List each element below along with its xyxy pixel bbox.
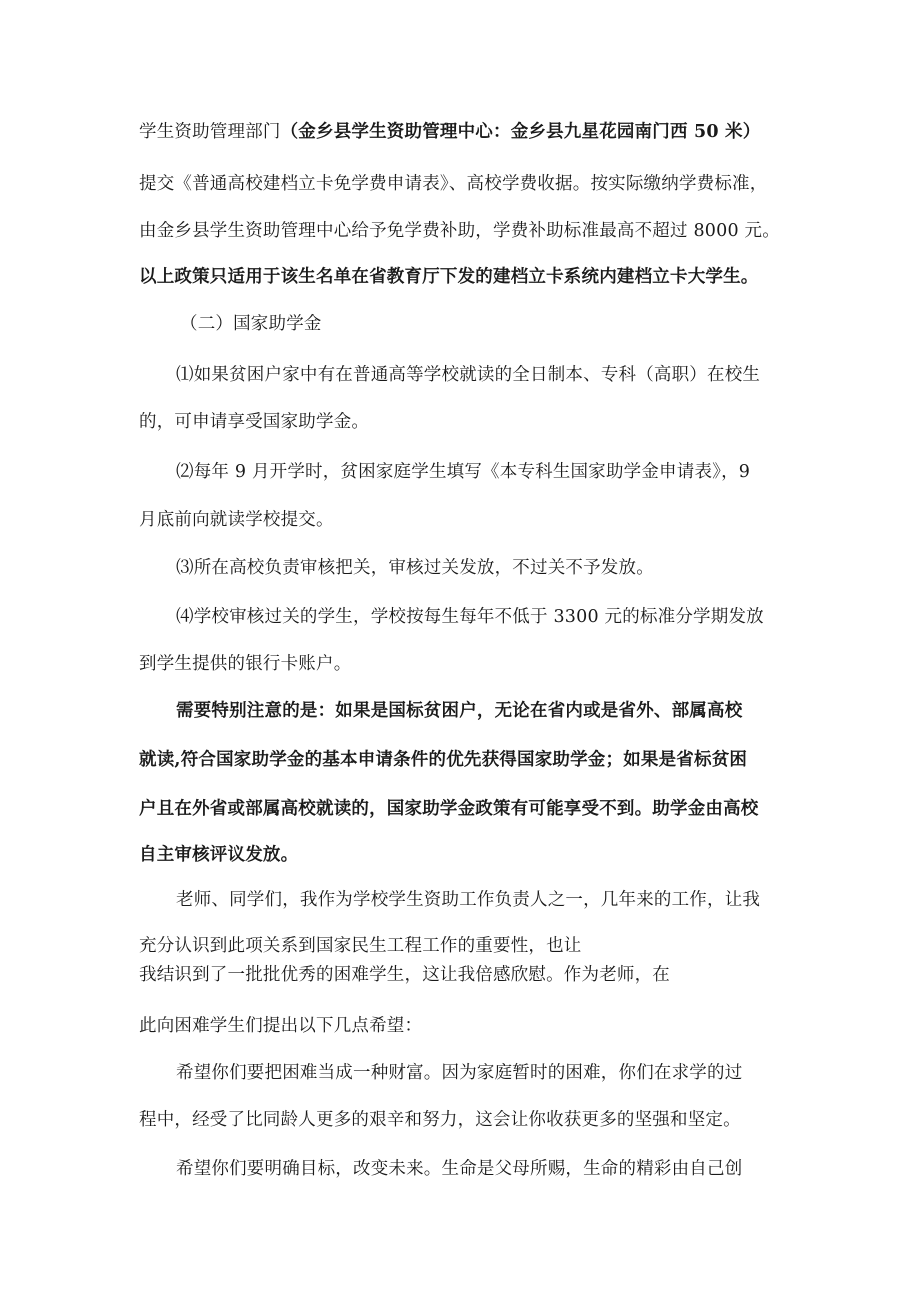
- paragraph-line: ⑷学校审核过关的学生，学校按每生每年不低于 3300 元的标准分学期发放: [176, 607, 764, 627]
- paragraph-line: 希望你们要把困难当成一种财富。因为家庭暂时的困难，你们在求学的过: [176, 1063, 743, 1083]
- bold-paragraph-line: 自主审核评议发放。: [139, 845, 299, 865]
- bold-paragraph-line: 就读,符合国家助学金的基本申请条件的优先获得国家助学金；如果是省标贫困: [139, 750, 748, 770]
- text-segment: 学生资助管理部门: [139, 122, 281, 142]
- paragraph-line: 到学生提供的银行卡账户。: [139, 654, 352, 674]
- bold-paragraph-line: 户且在外省或部属高校就读的，国家助学金政策有可能享受不到。助学金由高校: [139, 799, 759, 819]
- bold-paragraph-line: 需要特别注意的是：如果是国标贫困户，无论在省内或是省外、部属高校: [176, 701, 743, 721]
- paragraph-line: ⑶所在高校负责审核把关，审核过关发放，不过关不予发放。: [176, 558, 654, 578]
- paragraph-line: ⑵每年 9 月开学时，贫困家庭学生填写《本专科生国家助学金申请表》，9: [176, 462, 751, 482]
- paragraph-line: 程中，经受了比同龄人更多的艰辛和努力，这会让你收获更多的坚强和坚定。: [139, 1110, 741, 1130]
- paragraph-line: 提交《普通高校建档立卡免学费申请表》、高校学费收据。按实际缴纳学费标准，: [139, 174, 768, 194]
- section-heading: （二）国家助学金: [180, 314, 322, 334]
- paragraph-line: 此向困难学生们提出以下几点希望：: [139, 1016, 423, 1036]
- paragraph-line: 月底前向就读学校提交。: [139, 510, 334, 530]
- paragraph-line: ⑴如果贫困户家中有在普通高等学校就读的全日制本、专科（高职）在校生: [176, 365, 761, 385]
- paragraph-line: 希望你们要明确目标，改变未来。生命是父母所赐，生命的精彩由自己创: [176, 1159, 743, 1179]
- paragraph-line: 老师、同学们，我作为学校学生资助工作负责人之一，几年来的工作，让我: [176, 890, 761, 910]
- paragraph-line: 的，可申请享受国家助学金。: [139, 412, 370, 432]
- bold-text-segment: （金乡县学生资助管理中心：金乡县九星花园南门西 50 米）: [280, 122, 761, 142]
- paragraph-line: 由金乡县学生资助管理中心给予免学费补助，学费补助标准最高不超过 8000 元。: [139, 221, 780, 241]
- paragraph-line: 充分认识到此项关系到国家民生工程工作的重要性，也让: [139, 936, 582, 956]
- bold-paragraph-line: 以上政策只适用于该生名单在省教育厅下发的建档立卡系统内建档立卡大学生。: [139, 267, 759, 287]
- paragraph-line: [139, 120, 760, 144]
- paragraph-line: 我结识到了一批批优秀的困难学生，这让我倍感欣慰。作为老师，在: [139, 965, 670, 985]
